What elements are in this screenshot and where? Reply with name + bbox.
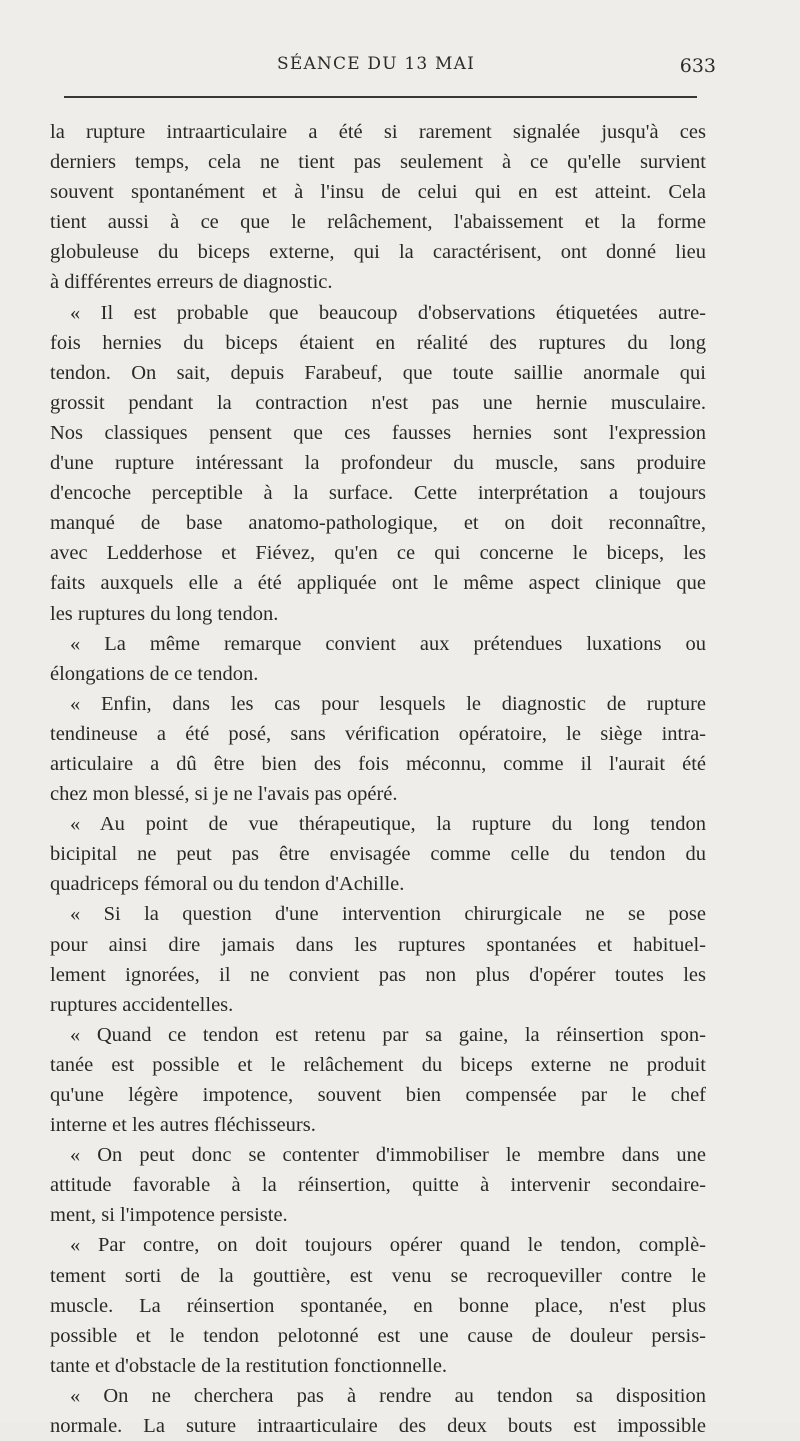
- text-line: « Quand ce tendon est retenu par sa gaine, la réinsertion spon-: [70, 1023, 706, 1046]
- text-line: lement ignorées, il ne convient pas non plus d'opérer toutes les: [50, 963, 706, 986]
- text-line: manqué de base anatomo-pathologique, et on doit reconnaître,: [50, 512, 706, 535]
- text-line: articulaire a dû être bien des fois méconnu, comme il l'aurait été: [50, 752, 706, 775]
- text-line: à différentes erreurs de diagnostic.: [50, 271, 333, 294]
- text-line: avec Ledderhose et Fiévez, qu'en ce qui concerne le biceps, les: [50, 542, 706, 565]
- text-line: normale. La suture intraarticulaire des deux bouts est impossible: [50, 1415, 706, 1438]
- text-line: fois hernies du biceps étaient en réalité des ruptures du long: [50, 331, 706, 354]
- text-line: la rupture intraarticulaire a été si rarement signalée jusqu'à ces: [50, 121, 706, 143]
- text-line: tement sorti de la gouttière, est venu se recroqueviller contre le: [50, 1264, 706, 1287]
- text-line: les ruptures du long tendon.: [50, 602, 279, 625]
- text-line: muscle. La réinsertion spontanée, en bonne place, n'est plus: [50, 1294, 706, 1317]
- text-line: tient aussi à ce que le relâchement, l'abaissement et la forme: [50, 211, 706, 234]
- text-line: « On peut donc se contenter d'immobiliser le membre dans une: [70, 1144, 706, 1167]
- header-rule: [64, 96, 697, 98]
- text-line: « Si la question d'une intervention chirurgicale ne se pose: [70, 903, 706, 926]
- text-line: d'une rupture intéressant la profondeur du muscle, sans produire: [50, 452, 706, 475]
- text-line: quadriceps fémoral ou du tendon d'Achille.: [50, 873, 405, 896]
- text-line: grossit pendant la contraction n'est pas une hernie musculaire.: [50, 391, 706, 414]
- text-line: élongations de ce tendon.: [50, 662, 259, 685]
- text-line: faits auxquels elle a été appliquée ont le même aspect clinique que: [50, 572, 706, 595]
- page-number: 633: [679, 55, 716, 77]
- text-line: qu'une légère impotence, souvent bien compensée par le chef: [50, 1084, 706, 1106]
- text-line: tendineuse a été posé, sans vérification opératoire, le siège intra-: [50, 722, 706, 745]
- body-text: [50, 117, 706, 1441]
- text-line: « Enfin, dans les cas pour lesquels le diagnostic de rupture: [70, 692, 706, 715]
- text-line: ment, si l'impotence persiste.: [50, 1204, 288, 1227]
- text-line: « La même remarque convient aux prétendues luxations ou: [70, 632, 706, 655]
- text-line: d'encoche perceptible à la surface. Cette interprétation a toujours: [50, 482, 706, 505]
- text-line: pour ainsi dire jamais dans les ruptures spontanées et habituel-: [50, 933, 706, 956]
- text-line: attitude favorable à la réinsertion, quitte à intervenir secondaire-: [50, 1174, 706, 1197]
- text-line: tendon. On sait, depuis Farabeuf, que toute saillie anormale qui: [50, 361, 706, 384]
- text-line: « Par contre, on doit toujours opérer quand le tendon, complè-: [70, 1234, 706, 1257]
- text-line: derniers temps, cela ne tient pas seulement à ce qu'elle survient: [50, 151, 706, 174]
- text-line: « Il est probable que beaucoup d'observations étiquetées autre-: [70, 301, 706, 324]
- running-header: [0, 54, 800, 84]
- running-title: SÉANCE DU 13 MAI: [277, 54, 476, 74]
- text-line: tante et d'obstacle de la restitution fonctionnelle.: [50, 1354, 448, 1377]
- text-line: chez mon blessé, si je ne l'avais pas opéré.: [50, 783, 398, 806]
- text-line: Nos classiques pensent que ces fausses hernies sont l'expression: [50, 421, 706, 444]
- text-line: tanée est possible et le relâchement du biceps externe ne produit: [50, 1053, 706, 1076]
- text-line: possible et le tendon pelotonné est une cause de douleur persis-: [50, 1324, 706, 1347]
- text-line: « On ne cherchera pas à rendre au tendon sa disposition: [70, 1384, 706, 1407]
- text-line: « Au point de vue thérapeutique, la rupture du long tendon: [70, 813, 706, 836]
- text-line: ruptures accidentelles.: [50, 993, 234, 1016]
- text-line: interne et les autres fléchisseurs.: [50, 1114, 316, 1137]
- text-line: globuleuse du biceps externe, qui la caractérisent, ont donné lieu: [50, 241, 706, 264]
- text-line: bicipital ne peut pas être envisagée comme celle du tendon du: [50, 843, 706, 866]
- text-line: souvent spontanément et à l'insu de celui qui en est atteint. Cela: [50, 181, 706, 204]
